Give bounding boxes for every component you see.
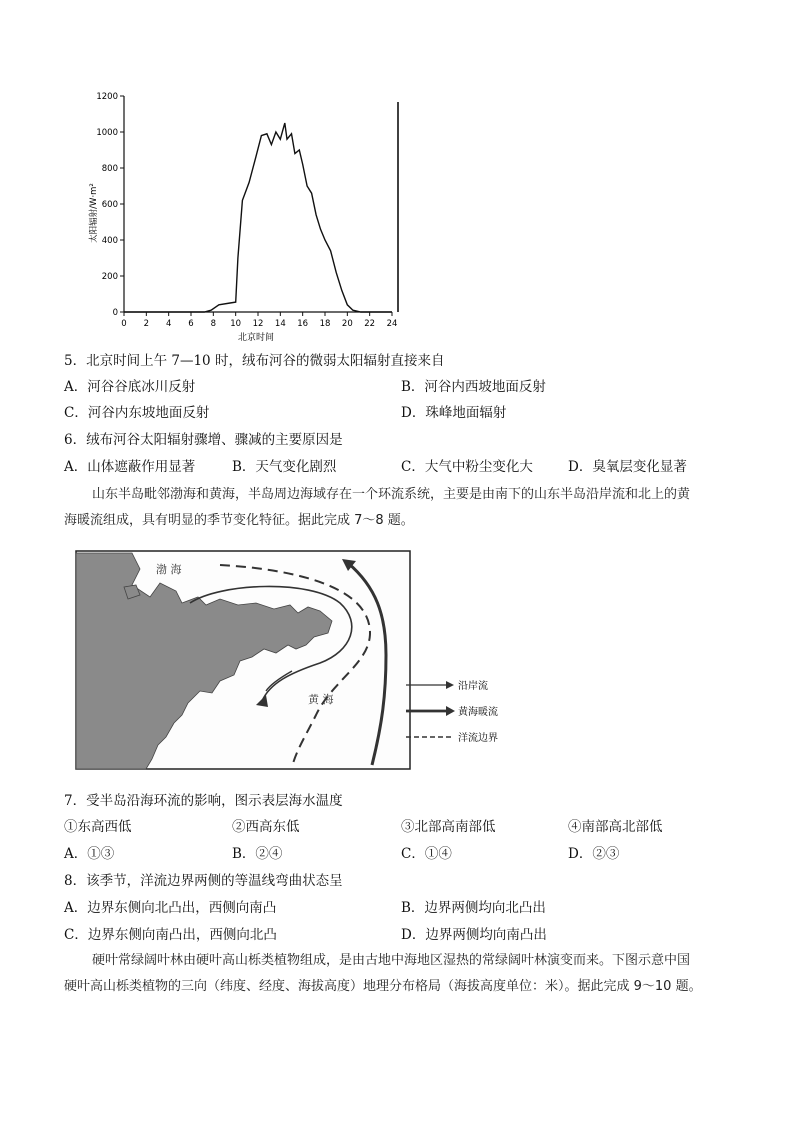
y-tick-label: 0 — [112, 308, 118, 318]
q8-stem: 8．该季节，洋流边界两侧的等温线弯曲状态呈 — [64, 873, 343, 889]
x-tick-label: 10 — [230, 319, 242, 329]
label-bohai: 渤 海 — [156, 563, 182, 576]
q8-option-b[interactable]: B．边界两侧均向北凸出 — [401, 900, 546, 916]
y-tick-label: 400 — [101, 236, 118, 246]
x-tick-label: 20 — [341, 319, 353, 329]
legend-warm-current: 黄海暖流 — [458, 707, 498, 718]
q5-option-d[interactable]: D．珠峰地面辐射 — [401, 405, 507, 421]
x-tick-label: 0 — [121, 319, 127, 329]
x-tick-label: 12 — [252, 319, 264, 329]
chart-y-ticks — [96, 92, 124, 318]
passage-9-10-line-2: 硬叶高山栎类植物的三向（纬度、经度、海拔高度）地理分布格局（海拔高度单位：米）。据此完成 9～10 题。 — [64, 979, 702, 994]
q7-statement-4: ④南部高北部低 — [568, 819, 663, 835]
shandong-current-map — [70, 545, 498, 775]
x-tick-label: 4 — [165, 319, 172, 329]
solar-radiation-chart — [80, 88, 410, 348]
passage-9-10-line-1: 硬叶常绿阔叶林由硬叶高山栎类植物组成，是由古地中海地区湿热的常绿阔叶林演变而来。下图示意中国 — [92, 953, 691, 968]
q8-option-c[interactable]: C．边界东侧向南凸出，西侧向北凸 — [64, 927, 277, 943]
q7-statement-2: ②西高东低 — [232, 819, 300, 835]
chart-x-ticks — [121, 312, 397, 329]
x-tick-label: 24 — [386, 319, 398, 329]
chart-y-axis-label: 太阳辐射/W·m² — [89, 183, 99, 243]
chart-axes — [124, 96, 398, 312]
q7-statement-3: ③北部高南部低 — [401, 819, 496, 835]
q7-statement-1: ①东高西低 — [64, 819, 132, 835]
x-tick-label: 8 — [210, 319, 217, 329]
q6-option-a[interactable]: A．山体遮蔽作用显著 — [64, 459, 196, 475]
x-tick-label: 22 — [364, 319, 376, 329]
y-tick-label: 600 — [101, 200, 118, 210]
q6-option-c[interactable]: C．大气中粉尘变化大 — [401, 459, 533, 475]
x-tick-label: 6 — [188, 319, 194, 329]
x-tick-label: 18 — [319, 319, 331, 329]
passage-7-8-line-1: 山东半岛毗邻渤海和黄海，半岛周边海域存在一个环流系统，主要是由南下的山东半岛沿岸流和北上的黄 — [92, 487, 691, 502]
radiation-series-line — [124, 123, 392, 312]
label-huanghai: 黄 海 — [308, 693, 334, 706]
x-tick-label: 2 — [143, 319, 150, 329]
q8-option-a[interactable]: A．边界东侧向北凸出，西侧向南凸 — [64, 900, 277, 916]
x-tick-label: 14 — [274, 319, 286, 329]
q5-option-b[interactable]: B．河谷内西坡地面反射 — [401, 379, 546, 395]
y-tick-label: 1000 — [96, 128, 118, 138]
q7-option-c[interactable]: C．①④ — [401, 846, 452, 862]
chart-x-axis-label: 北京时间 — [237, 333, 275, 343]
y-tick-label: 1200 — [96, 92, 118, 102]
q7-stem: 7．受半岛沿海环流的影响，图示表层海水温度 — [64, 793, 343, 809]
q6-stem: 6．绒布河谷太阳辐射骤增、骤减的主要原因是 — [64, 432, 343, 448]
q7-option-b[interactable]: B．②④ — [232, 846, 283, 862]
q5-stem: 5．北京时间上午 7—10 时，绒布河谷的微弱太阳辐射直接来自 — [64, 353, 445, 369]
q5-option-c[interactable]: C．河谷内东坡地面反射 — [64, 405, 210, 421]
q7-option-d[interactable]: D．②③ — [568, 846, 620, 862]
legend-coastal-current: 沿岸流 — [458, 681, 488, 692]
legend-current-boundary: 洋流边界 — [458, 733, 498, 744]
q6-option-b[interactable]: B．天气变化剧烈 — [232, 459, 337, 475]
y-tick-label: 200 — [101, 272, 118, 282]
x-tick-label: 16 — [297, 319, 309, 329]
q7-option-a[interactable]: A．①③ — [64, 846, 115, 862]
y-tick-label: 800 — [101, 164, 118, 174]
q6-option-d[interactable]: D．臭氧层变化显著 — [568, 459, 687, 475]
q5-option-a[interactable]: A．河谷谷底冰川反射 — [64, 379, 196, 395]
passage-7-8-line-2: 海暖流组成，具有明显的季节变化特征。据此完成 7～8 题。 — [64, 513, 414, 528]
q8-option-d[interactable]: D．边界两侧均向南凸出 — [401, 927, 547, 943]
